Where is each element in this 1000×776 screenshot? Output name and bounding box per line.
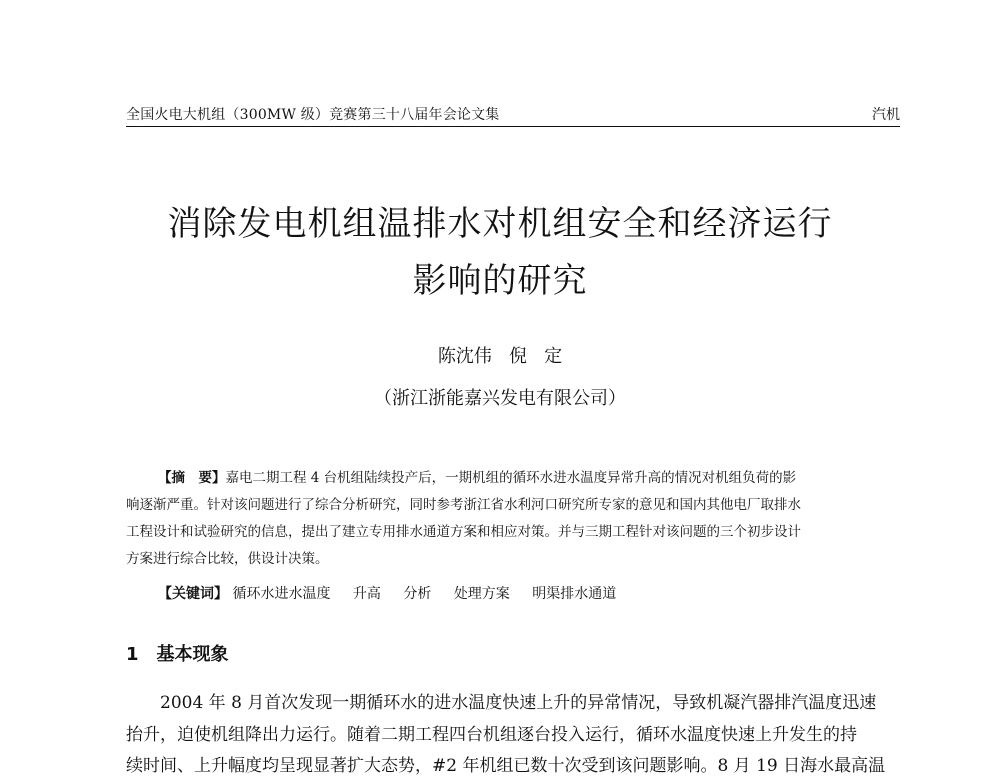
keyword: 分析 [403, 586, 432, 602]
keywords-label: 【关键词】 [158, 586, 228, 602]
abstract-line: 方案进行综合比较，供设计决策。 [126, 551, 329, 567]
abstract-line [158, 466, 900, 486]
header-rule [126, 126, 900, 127]
header-proceedings-title: 全国火电大机组（300MW 级）竞赛第三十八届年会论文集 [126, 107, 500, 123]
keyword: 明渠排水通道 [532, 586, 617, 602]
keyword: 循环水进水温度 [232, 586, 331, 602]
abstract-line: 响逐渐严重。针对该问题进行了综合分析研究，同时参考浙江省水利河口研究所专家的意见和国内其他电厂取排水 [126, 497, 801, 513]
paper-title-line-2: 影响的研究 [412, 261, 588, 301]
body-text-line: 2004 年 8 月首次发现一期循环水的进水温度快速上升的异常情况，导致机凝汽器排汽温度迅速 [160, 693, 877, 713]
body-text-line: 续时间、上升幅度均呈现显著扩大态势，#2 年机组已数十次受到该问题影响。8 月 19 日海水最高温 [126, 756, 886, 776]
section-title: 基本现象 [156, 644, 229, 665]
body-text-line: 抬升，迫使机组降出力运行。随着二期工程四台机组逐台投入运行，循环水温度快速上升发生的持 [126, 725, 857, 745]
abstract-text: 嘉电二期工程 4 台机组陆续投产后，一期机组的循环水进水温度异常升高的情况对机组负荷的影 [225, 470, 797, 486]
section-number: 1 [126, 644, 139, 665]
keyword: 处理方案 [453, 586, 510, 602]
header-section-label: 汽机 [872, 107, 900, 123]
keywords [158, 583, 634, 603]
affiliation: （浙江浙能嘉兴发电有限公司） [374, 388, 626, 409]
abstract-line: 工程设计和试验研究的信息，提出了建立专用排水通道方案和相应对策。并与三期工程针对该问题的三个初步设计 [126, 524, 801, 540]
keyword: 升高 [352, 586, 381, 602]
authors: 陈沈伟 倪 定 [437, 346, 563, 367]
paper-title-line-1: 消除发电机组温排水对机组安全和经济运行 [167, 204, 833, 244]
running-header [126, 104, 900, 126]
abstract-label: 【摘 要】 [158, 470, 226, 486]
section-heading [126, 640, 229, 666]
